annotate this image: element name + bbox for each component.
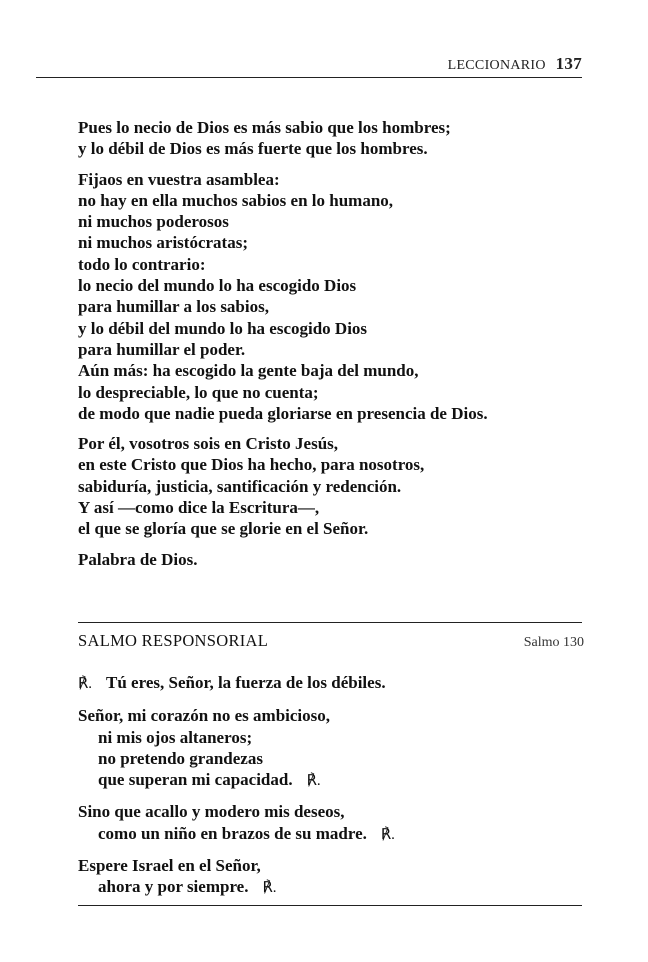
psalm-line: Señor, mi corazón no es ambicioso, bbox=[78, 706, 331, 726]
reading-line: todo lo contrario: bbox=[78, 254, 206, 274]
running-head-section: LECCIONARIO bbox=[447, 58, 546, 73]
reading-line: sabiduría, justicia, santificación y redención. bbox=[78, 476, 402, 496]
reading-line: y lo débil del mundo lo ha escogido Dios bbox=[78, 318, 368, 338]
response-symbol: ℟. bbox=[380, 826, 395, 843]
psalm-line: no pretendo grandezas bbox=[98, 748, 263, 768]
reading-line: y lo débil de Dios es más fuerte que los hombres. bbox=[78, 139, 428, 159]
section-rule bbox=[78, 622, 582, 623]
response-symbol: ℟. bbox=[306, 773, 321, 790]
psalm-line: Sino que acallo y modero mis deseos, bbox=[78, 802, 345, 822]
psalm-line: ni mis ojos altaneros; bbox=[98, 727, 253, 747]
psalm-line-text: como un niño en brazos de su madre. bbox=[98, 823, 367, 843]
reading-line: Fijaos en vuestra asamblea: bbox=[78, 169, 280, 189]
reading-stanza-1 bbox=[78, 117, 588, 160]
psalm-stanza-1 bbox=[78, 705, 588, 792]
header-rule bbox=[36, 77, 582, 78]
reading-line: Y así —como dice la Escritura—, bbox=[78, 498, 320, 518]
reading-line: lo necio del mundo lo ha escogido Dios bbox=[78, 276, 357, 296]
reading-line: para humillar a los sabios, bbox=[78, 297, 269, 317]
psalm-response bbox=[78, 672, 588, 695]
reading-line: el que se gloría que se glorie en el Señor. bbox=[78, 519, 369, 539]
reading-line: no hay en ella muchos sabios en lo humano, bbox=[78, 190, 394, 210]
reading-stanza-2 bbox=[78, 169, 588, 425]
psalm-line-text: ahora y por siempre. bbox=[98, 877, 249, 897]
response-text: Tú eres, Señor, la fuerza de los débiles. bbox=[106, 673, 386, 692]
response-symbol: ℟. bbox=[262, 880, 277, 897]
psalm-line: Espere Israel en el Señor, bbox=[78, 856, 261, 876]
running-head bbox=[448, 54, 582, 74]
reading-line: Aún más: ha escogido la gente baja del mundo, bbox=[78, 361, 419, 381]
psalm-reference: Salmo 130 bbox=[523, 635, 584, 650]
reading-line: para humillar el poder. bbox=[78, 339, 246, 359]
psalm-line bbox=[78, 823, 588, 846]
reading-line: ni muchos poderosos bbox=[78, 212, 229, 232]
reading-stanza-3 bbox=[78, 433, 588, 539]
reading-line: Por él, vosotros sois en Cristo Jesús, bbox=[78, 434, 339, 454]
reading-line: Pues lo necio de Dios es más sabio que los hombres; bbox=[78, 118, 451, 137]
psalm-stanza-3 bbox=[78, 855, 588, 900]
footer-rule bbox=[78, 905, 582, 906]
reading-line: lo despreciable, lo que no cuenta; bbox=[78, 382, 319, 402]
reading-line: ni muchos aristócratas; bbox=[78, 233, 248, 253]
psalm-line bbox=[78, 876, 588, 899]
response-symbol: ℟. bbox=[78, 676, 93, 692]
psalm-stanza-2 bbox=[78, 801, 588, 846]
psalm-line-text: que superan mi capacidad. bbox=[98, 770, 293, 790]
psalm-title: SALMO RESPONSORIAL bbox=[78, 631, 269, 650]
reading-line: de modo que nadie pueda gloriarse en presencia de Dios. bbox=[78, 403, 488, 423]
reading-text bbox=[78, 117, 588, 570]
page-number: 137 bbox=[555, 54, 582, 73]
reading-line: en este Cristo que Dios ha hecho, para nosotros, bbox=[78, 455, 425, 475]
psalm-line bbox=[78, 769, 588, 792]
psalm-text bbox=[78, 672, 588, 909]
psalm-heading bbox=[78, 631, 584, 651]
reading-closing: Palabra de Dios. bbox=[78, 549, 198, 569]
